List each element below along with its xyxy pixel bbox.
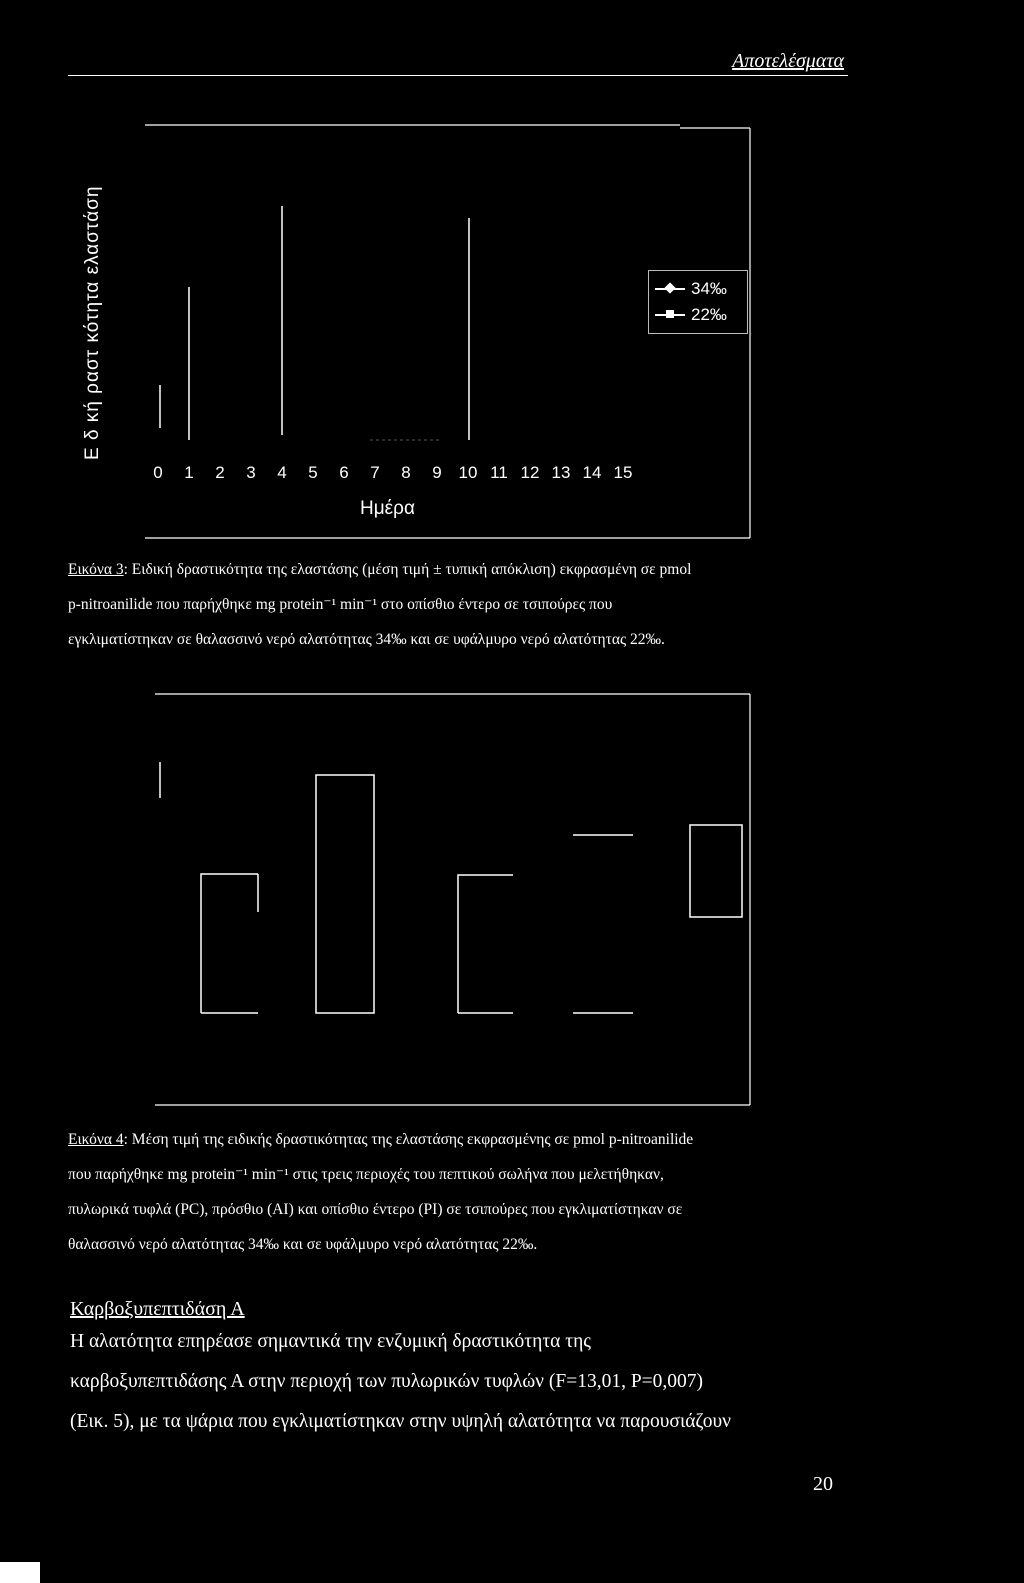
figure-3-caption bbox=[68, 552, 840, 657]
caption-text: που παρήχθηκε mg protein⁻¹ min⁻¹ στις τρεις περιοχές του πεπτικού σωλήνα που μελετήθηκαν, bbox=[68, 1166, 664, 1183]
legend-item-22 bbox=[655, 305, 727, 325]
caption-text: πυλωρικά τυφλά (PC), πρόσθιο (AI) και οπίσθιο έντερο (PI) σε τσιπούρες που εγκλιματίστηκαν σε bbox=[68, 1201, 683, 1218]
fig3-x-tick-label: 5 bbox=[308, 463, 318, 482]
figure-4-chart bbox=[0, 680, 1024, 1120]
fig4-bar-ai bbox=[316, 775, 374, 1013]
fig3-legend bbox=[648, 270, 748, 334]
fig3-x-tick-label: 3 bbox=[246, 463, 256, 482]
caption-text: εγκλιματίστηκαν σε θαλασσινό νερό αλατότητας 34‰ και σε υφάλμυρο νερό αλατότητας 22‰. bbox=[68, 631, 665, 648]
fig3-x-tick-label: 11 bbox=[490, 463, 508, 482]
fig3-x-tick-label: 9 bbox=[432, 463, 442, 482]
fig3-x-axis-label: Ημέρα bbox=[360, 498, 415, 519]
section-title: Αποτελέσματα bbox=[732, 50, 844, 72]
caption-text: p-nitroanilide που παρήχθηκε mg protein⁻¹ min⁻¹ στο οπίσθιο έντερο σε τσιπούρες που bbox=[68, 596, 613, 613]
figure-4-caption bbox=[68, 1122, 840, 1262]
caption-text: : Ειδική δραστικότητα της ελαστάσης (μέση τιμή ± τυπική απόκλιση) εκφρασμένη σε pmol bbox=[123, 561, 692, 578]
fig3-x-tick-label: 1 bbox=[184, 463, 194, 482]
fig3-x-tick-label: 12 bbox=[520, 463, 540, 482]
body-paragraph bbox=[70, 1322, 842, 1442]
legend-item-34 bbox=[655, 279, 727, 299]
fig3-x-tick-label: 4 bbox=[277, 463, 287, 482]
page-number: 20 bbox=[813, 1473, 833, 1495]
fig3-x-tick-label: 2 bbox=[215, 463, 225, 482]
corner-mark bbox=[0, 1562, 40, 1583]
fig3-x-tick-label: 15 bbox=[613, 463, 633, 482]
body-line: καρβοξυπεπτιδάσης Α στην περιοχή των πυλωρικών τυφλών (F=13,01, P=0,007) bbox=[70, 1371, 704, 1392]
fig3-x-tick-label: 13 bbox=[551, 463, 571, 482]
body-line: (Εικ. 5), με τα ψάρια που εγκλιματίστηκαν στην υψηλή αλατότητα να παρουσιάζουν bbox=[70, 1411, 731, 1432]
fig3-y-axis-label: Ε δ κή ραστ κότητα ελαστάση bbox=[82, 185, 103, 460]
fig4-bar-pc-34 bbox=[201, 874, 258, 1013]
caption-text: : Μέση τιμή της ειδικής δραστικότητας της ελαστάσης εκφρασμένης σε pmol p-nitroanilide bbox=[123, 1131, 694, 1148]
caption-label: Εικόνα 3 bbox=[68, 561, 124, 578]
diamond-marker-icon bbox=[655, 288, 685, 290]
fig3-x-tick-label: 6 bbox=[339, 463, 349, 482]
fig4-bar-pi-34 bbox=[458, 875, 513, 1013]
fig3-x-tick-label: 0 bbox=[153, 463, 163, 482]
body-line: Η αλατότητα επηρέασε σημαντικά την ενζυμική δραστικότητα της bbox=[70, 1331, 592, 1352]
fig3-x-tick-label: 7 bbox=[370, 463, 380, 482]
square-marker-icon bbox=[655, 314, 685, 316]
caption-label: Εικόνα 4 bbox=[68, 1131, 124, 1148]
fig4-bar-pi-22 bbox=[690, 825, 742, 917]
caption-text: θαλασσινό νερό αλατότητας 34‰ και σε υφάλμυρο νερό αλατότητας 22‰. bbox=[68, 1236, 538, 1253]
fig3-x-tick-label: 10 bbox=[458, 463, 478, 482]
legend-label: 22‰ bbox=[691, 305, 727, 324]
fig3-x-tick-label: 8 bbox=[401, 463, 411, 482]
fig3-x-tick-label: 14 bbox=[582, 463, 602, 482]
section-heading: Καρβοξυπεπτιδάση Α bbox=[70, 1298, 245, 1320]
legend-label: 34‰ bbox=[691, 279, 727, 298]
